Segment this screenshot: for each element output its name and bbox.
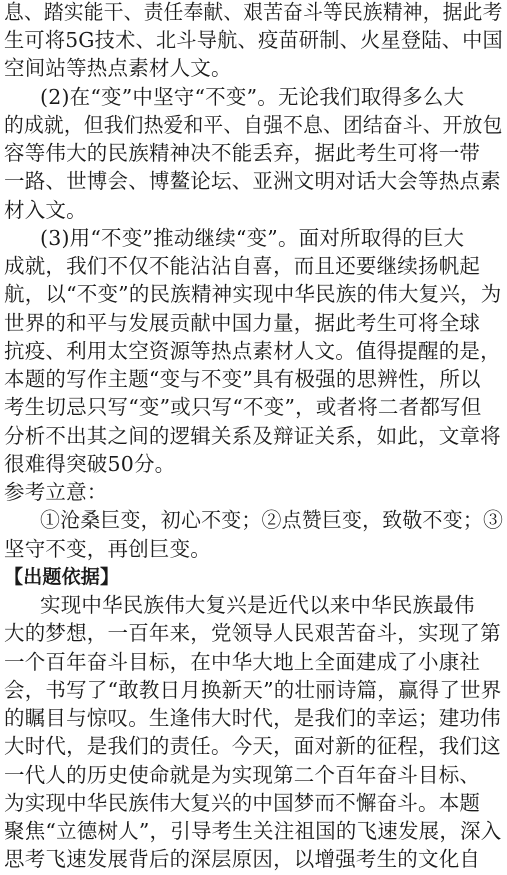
text-line: (3)用“不变”推动继续“变”。面对所取得的巨大 <box>40 226 465 250</box>
text-line: 实现中华民族伟大复兴是近代以来中华民族最伟 <box>40 593 475 617</box>
text-line: (2)在“变”中坚守“不变”。无论我们取得多么大 <box>40 85 465 109</box>
text-line: 世界的和平与发展贡献中国力量，据此考生可将全球 <box>4 311 481 335</box>
text-line: 息、踏实能干、责任奉献、艰苦奋斗等民族精神，据此考 <box>4 0 503 24</box>
text-line: 大的梦想，一百年来，党领导人民艰苦奋斗，实现了第 <box>4 621 501 645</box>
text-line: 材入文。 <box>4 198 87 222</box>
text-line: 空间站等热点素材人文。 <box>4 56 232 80</box>
text-line: 的成就，但我们热爱和平、自强不息、团结奋斗、开放包 <box>4 113 503 137</box>
text-line: 一路、世博会、博鳌论坛、亚洲文明对话大会等热点素 <box>4 169 501 193</box>
text-line: ①沧桑巨变，初心不变；②点赞巨变，致敬不变；③ <box>40 508 504 532</box>
text-line: 一个百年奋斗目标，在中华大地上全面建成了小康社 <box>4 650 481 674</box>
section-label: 参考立意： <box>4 480 108 504</box>
text-line: 一代人的历史使命就是为实现第二个百年奋斗目标、 <box>4 763 481 787</box>
text-line: 成就，我们不仅不能沾沾自喜，而且还要继续扬帆起 <box>4 254 481 278</box>
text-line: 会，书写了“敢教日月换新天”的壮丽诗篇，赢得了世界 <box>4 678 502 702</box>
text-line: 为实现中华民族伟大复兴的中国梦而不懈奋斗。本题 <box>4 791 481 815</box>
section-heading: 【出题依据】 <box>4 566 120 588</box>
text-line: 考生切忌只写“变”或只写“不变”，或者将二者都写但 <box>4 395 482 419</box>
text-line: 抗疫、利用太空资源等热点素材人文。值得提醒的是， <box>4 339 501 363</box>
text-line: 分析不出其之间的逻辑关系及辩证关系，如此，文章将 <box>4 424 501 448</box>
text-line: 思考飞速发展背后的深层原因，以增强考生的文化自 <box>4 847 481 871</box>
text-line: 坚守不变，再创巨变。 <box>4 537 211 561</box>
text-line: 聚焦“立德树人”，引导考生关注祖国的飞速发展，深入 <box>4 819 502 843</box>
text-line: 航，以“不变”的民族精神实现中华民族的伟大复兴，为 <box>4 282 502 306</box>
text-line: 本题的写作主题“变与不变”具有极强的思辨性，所以 <box>4 367 481 391</box>
text-line: 很难得突破50分。 <box>4 452 176 476</box>
text-line: 的瞩目与惊叹。生逢伟大时代，是我们的幸运；建功伟 <box>4 706 501 730</box>
text-line: 生可将5G技术、北斗导航、疫苗研制、火星登陆、中国 <box>4 28 503 52</box>
text-line: 大时代，是我们的责任。今天，面对新的征程，我们这 <box>4 734 501 758</box>
text-line: 容等伟大的民族精神决不能丢弃，据此考生可将一带 <box>4 141 481 165</box>
